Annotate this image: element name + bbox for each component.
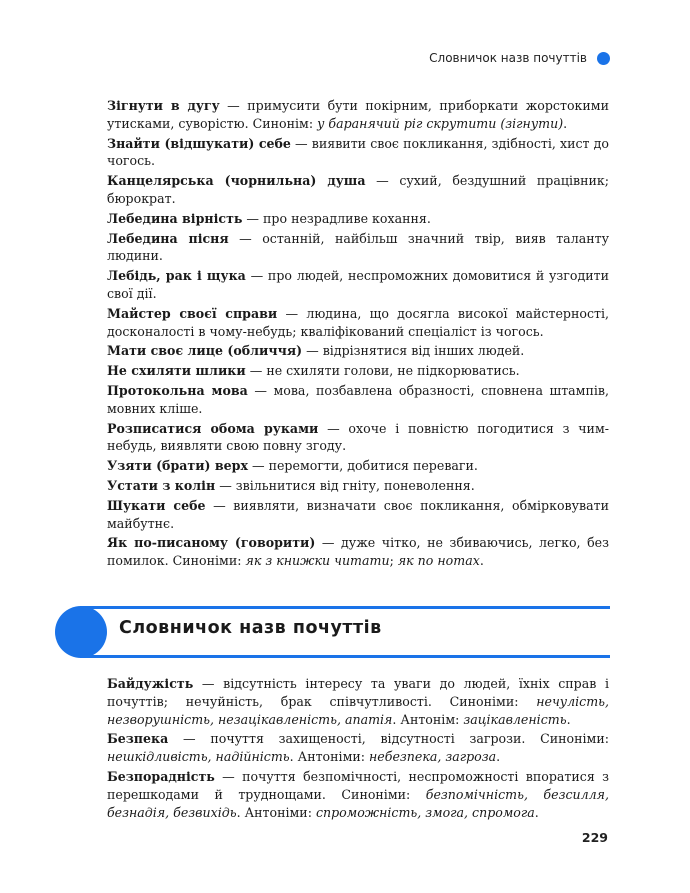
list-item: Лебідь, рак і щука — про людей, неспроможних домовитися й узгодити свої дії. [107, 268, 609, 301]
idioms-list [107, 97, 609, 572]
list-item: Протокольна мова — мова, позбавлена образності, сповнена штампів, мовних кліше. [107, 382, 609, 416]
section-heading [55, 606, 610, 658]
list-item: Розписатися обома руками — охоче і повністю погодитися з чим-небудь, виявляти свою повну згоду. [107, 420, 609, 454]
list-item: Безпека — почуття захищеності, відсутності загрози. Синоніми: нешкідливість, надійність. Антоніми: небезпека, загроза. [107, 731, 609, 765]
list-item: Майстер своєї справи — людина, що досягла високої майстерності, досконалості в чому-небудь; кваліфікований спеціаліст із чогось. [107, 305, 609, 339]
list-item: Мати своє лице (обличчя) — відрізнятися від інших людей. [107, 343, 525, 359]
feelings-list [107, 675, 609, 823]
running-header [429, 51, 610, 65]
heading-rule-bottom [80, 655, 610, 658]
page-number: 229 [581, 830, 608, 845]
list-item: Байдужість — відсутність інтересу та уваги до людей, їхніх справ і почуттів; нечуйність, брак співчутливості. Синоніми: нечулість, незворушність, незацікавленість, апатія. Антонім: зацікавленість. [107, 676, 609, 727]
section-title: Словничок назв почуттів [119, 618, 382, 638]
heading-rule-top [80, 606, 610, 609]
list-item: Зігнути в дугу — примусити бути покірним, приборкати жорстокими утисками, суворістю. Синонім: у баранячий ріг скрутити (зігнути). [107, 98, 609, 131]
heading-circle-icon [55, 606, 107, 658]
list-item: Не схиляти шлики — не схиляти голови, не підкорюватись. [107, 363, 520, 379]
list-item: Канцелярська (чорнильна) душа — сухий, бездушний працівник; бюрократ. [107, 173, 609, 206]
list-item: Лебедина вірність — про незрадливе кохання. [107, 210, 431, 226]
list-item: Знайти (відшукати) себе — виявити своє покликання, здібності, хист до чогось. [107, 135, 609, 169]
list-item: Безпорадність — почуття безпомічності, неспроможності впоратися з перешкодами й труднощами. Синоніми: безпомічність, безсилля, безнадія, безвихідь. Антоніми: спроможність, змога, спромога. [107, 768, 609, 820]
running-title: Словничок назв почуттів [429, 51, 587, 65]
list-item: Узяти (брати) верх — перемогти, добитися переваги. [107, 458, 478, 474]
list-item: Лебедина пісня — останній, найбільш значний твір, вияв таланту людини. [107, 230, 609, 264]
header-dot-icon [597, 52, 610, 65]
list-item: Як по-писаному (говорити) — дуже чітко, не збиваючись, легко, без помилок. Синоніми: як з книжки читати; як по нотах. [107, 535, 610, 569]
list-item: Шукати себе — виявляти, визначати своє покликання, обмірковувати майбутнє. [107, 497, 609, 531]
list-item: Устати з колін — звільнитися від гніту, поневолення. [107, 477, 475, 493]
